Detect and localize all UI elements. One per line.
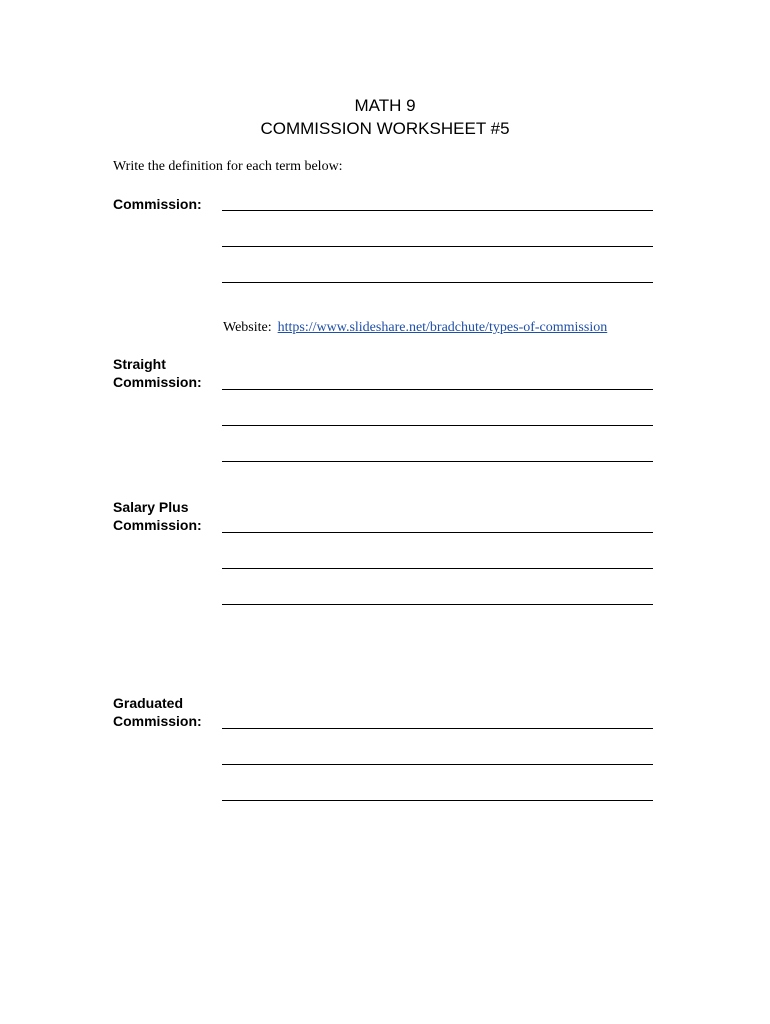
website-label: Website: — [223, 320, 272, 335]
term-graduated-label-line2: Commission: — [113, 713, 202, 729]
answer-line[interactable] — [222, 425, 653, 426]
answer-line[interactable] — [222, 461, 653, 462]
term-graduated-label-line1: Graduated — [113, 695, 184, 711]
answer-line[interactable] — [222, 764, 653, 765]
term-commission-label: Commission: — [113, 196, 202, 212]
term-salary-plus-label-line1: Salary Plus — [113, 499, 189, 515]
answer-line[interactable] — [222, 246, 653, 247]
answer-line[interactable] — [222, 210, 653, 211]
term-salary-plus-label-line2: Commission: — [113, 517, 202, 533]
term-straight-label-line1: Straight — [113, 356, 166, 372]
answer-line[interactable] — [222, 389, 653, 390]
website-reference — [223, 319, 607, 337]
term-straight-label-line2: Commission: — [113, 374, 202, 390]
page-subtitle: COMMISSION WORKSHEET #5 — [260, 119, 510, 138]
answer-line[interactable] — [222, 282, 653, 283]
answer-line[interactable] — [222, 532, 653, 533]
instruction-text: Write the definition for each term below: — [113, 159, 343, 174]
answer-line[interactable] — [222, 728, 653, 729]
answer-line[interactable] — [222, 604, 653, 605]
website-link[interactable]: https://www.slideshare.net/bradchute/types-of-commission — [277, 320, 608, 335]
answer-line[interactable] — [222, 568, 653, 569]
answer-line[interactable] — [222, 800, 653, 801]
page-title: MATH 9 — [354, 96, 416, 115]
